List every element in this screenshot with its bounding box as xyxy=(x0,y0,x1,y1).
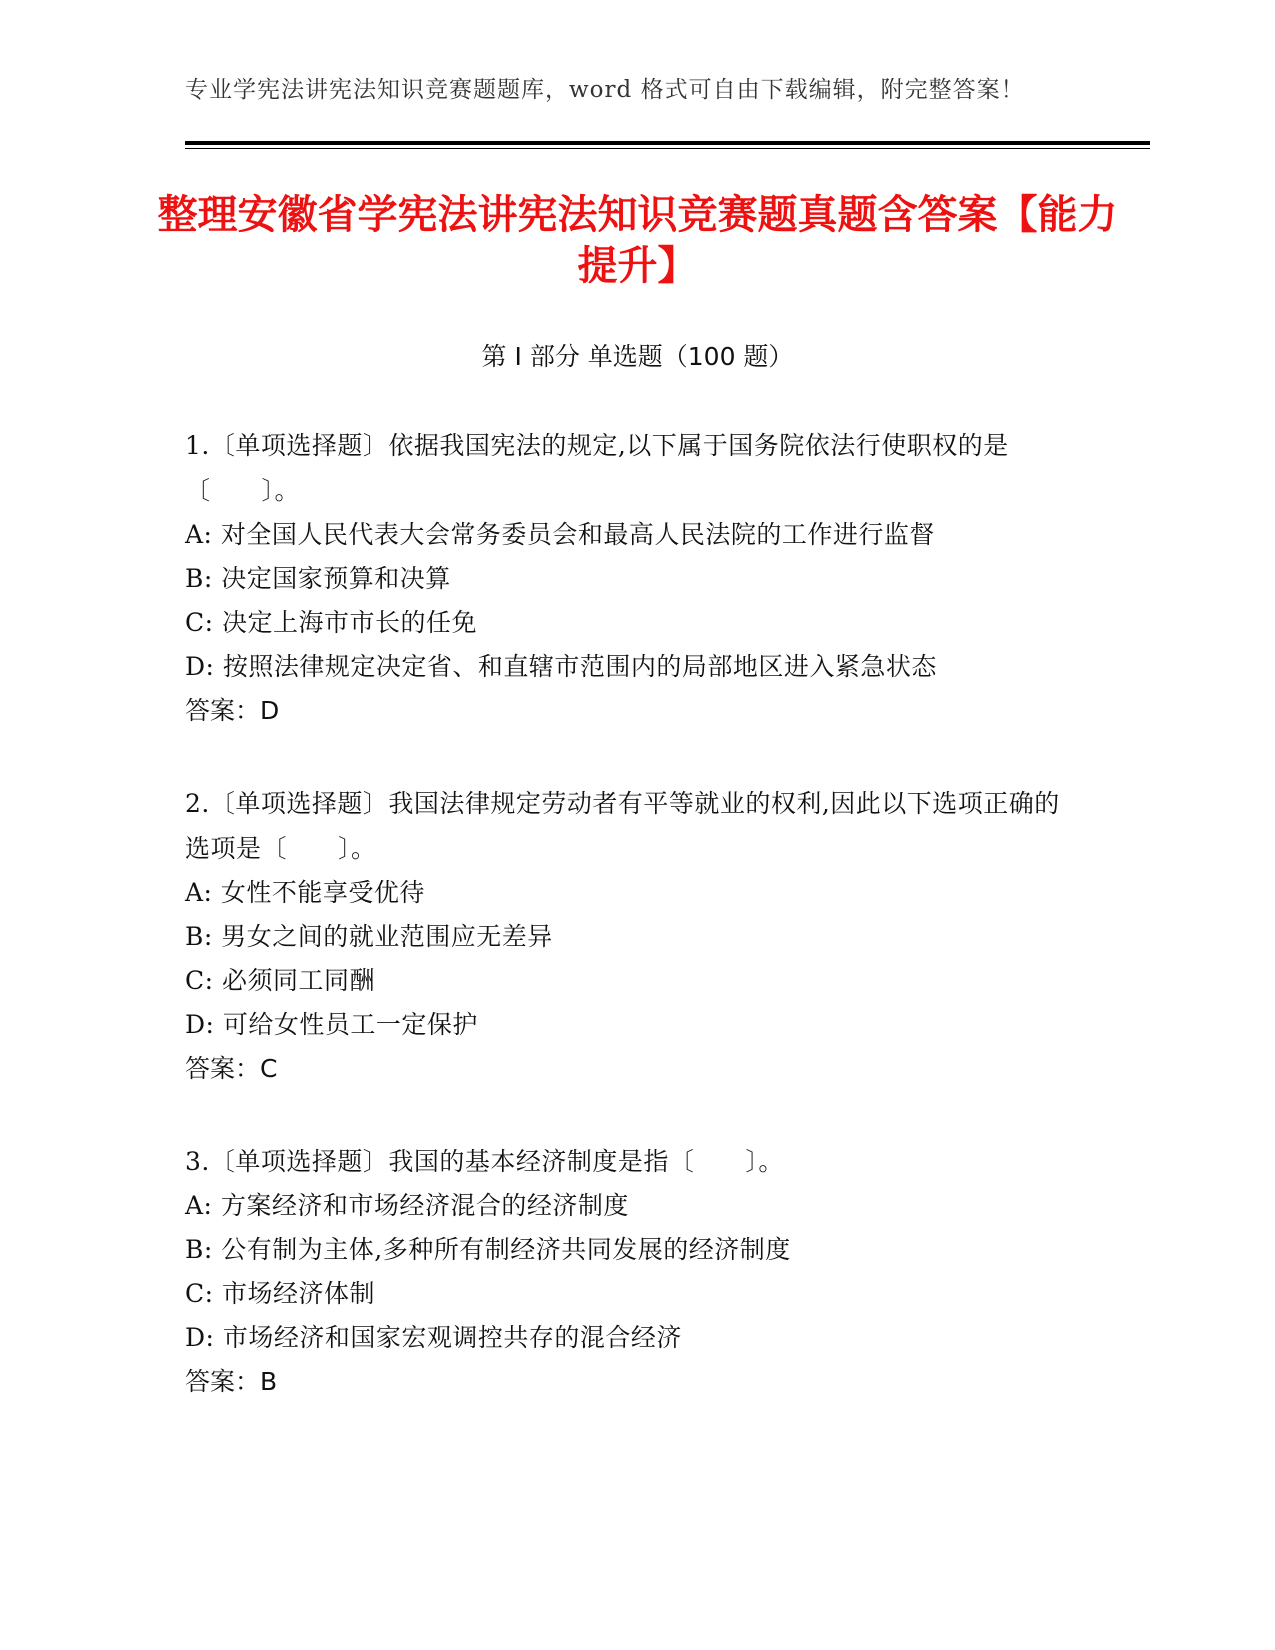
option-a: A: 女性不能享受优待 xyxy=(185,878,425,907)
answer-line: 答案：D xyxy=(185,696,280,725)
question-3 xyxy=(185,1139,1065,1404)
document-title: 整理安徽省学宪法讲宪法知识竞赛题真题含答案【能力提升】 xyxy=(157,192,1118,289)
option-b: B: 公有制为主体,多种所有制经济共同发展的经济制度 xyxy=(185,1235,791,1264)
header-rule-thick xyxy=(185,141,1150,145)
option-b: B: 男女之间的就业范围应无差异 xyxy=(185,922,553,951)
option-a: A: 方案经济和市场经济混合的经济制度 xyxy=(185,1191,629,1220)
section-heading: 第 I 部分 单选题（100 题） xyxy=(481,342,794,371)
question-1 xyxy=(185,423,1065,733)
option-d: D: 按照法律规定决定省、和直辖市范围内的局部地区进入紧急状态 xyxy=(185,652,937,681)
header-note: 专业学宪法讲宪法知识竞赛题题库，word 格式可自由下载编辑，附完整答案！ xyxy=(185,77,1025,103)
option-a: A: 对全国人民代表大会常务委员会和最高人民法院的工作进行监督 xyxy=(185,520,935,549)
option-c: C: 必须同工同酬 xyxy=(185,966,375,995)
question-stem: 1.〔单项选择题〕依据我国宪法的规定,以下属于国务院依法行使职权的是〔 〕。 xyxy=(185,431,1009,505)
option-d: D: 市场经济和国家宏观调控共存的混合经济 xyxy=(185,1323,682,1352)
question-list xyxy=(185,423,1065,1452)
option-b: B: 决定国家预算和决算 xyxy=(185,564,451,593)
answer-line: 答案：C xyxy=(185,1054,278,1083)
question-stem: 3.〔单项选择题〕我国的基本经济制度是指〔 〕。 xyxy=(185,1147,784,1176)
option-c: C: 决定上海市市长的任免 xyxy=(185,608,477,637)
question-stem: 2.〔单项选择题〕我国法律规定劳动者有平等就业的权利,因此以下选项正确的选项是〔 〕。 xyxy=(185,789,1060,863)
option-c: C: 市场经济体制 xyxy=(185,1279,375,1308)
header-rule-thin xyxy=(185,148,1150,149)
option-d: D: 可给女性员工一定保护 xyxy=(185,1010,478,1039)
question-2 xyxy=(185,781,1065,1091)
answer-line: 答案：B xyxy=(185,1367,278,1396)
